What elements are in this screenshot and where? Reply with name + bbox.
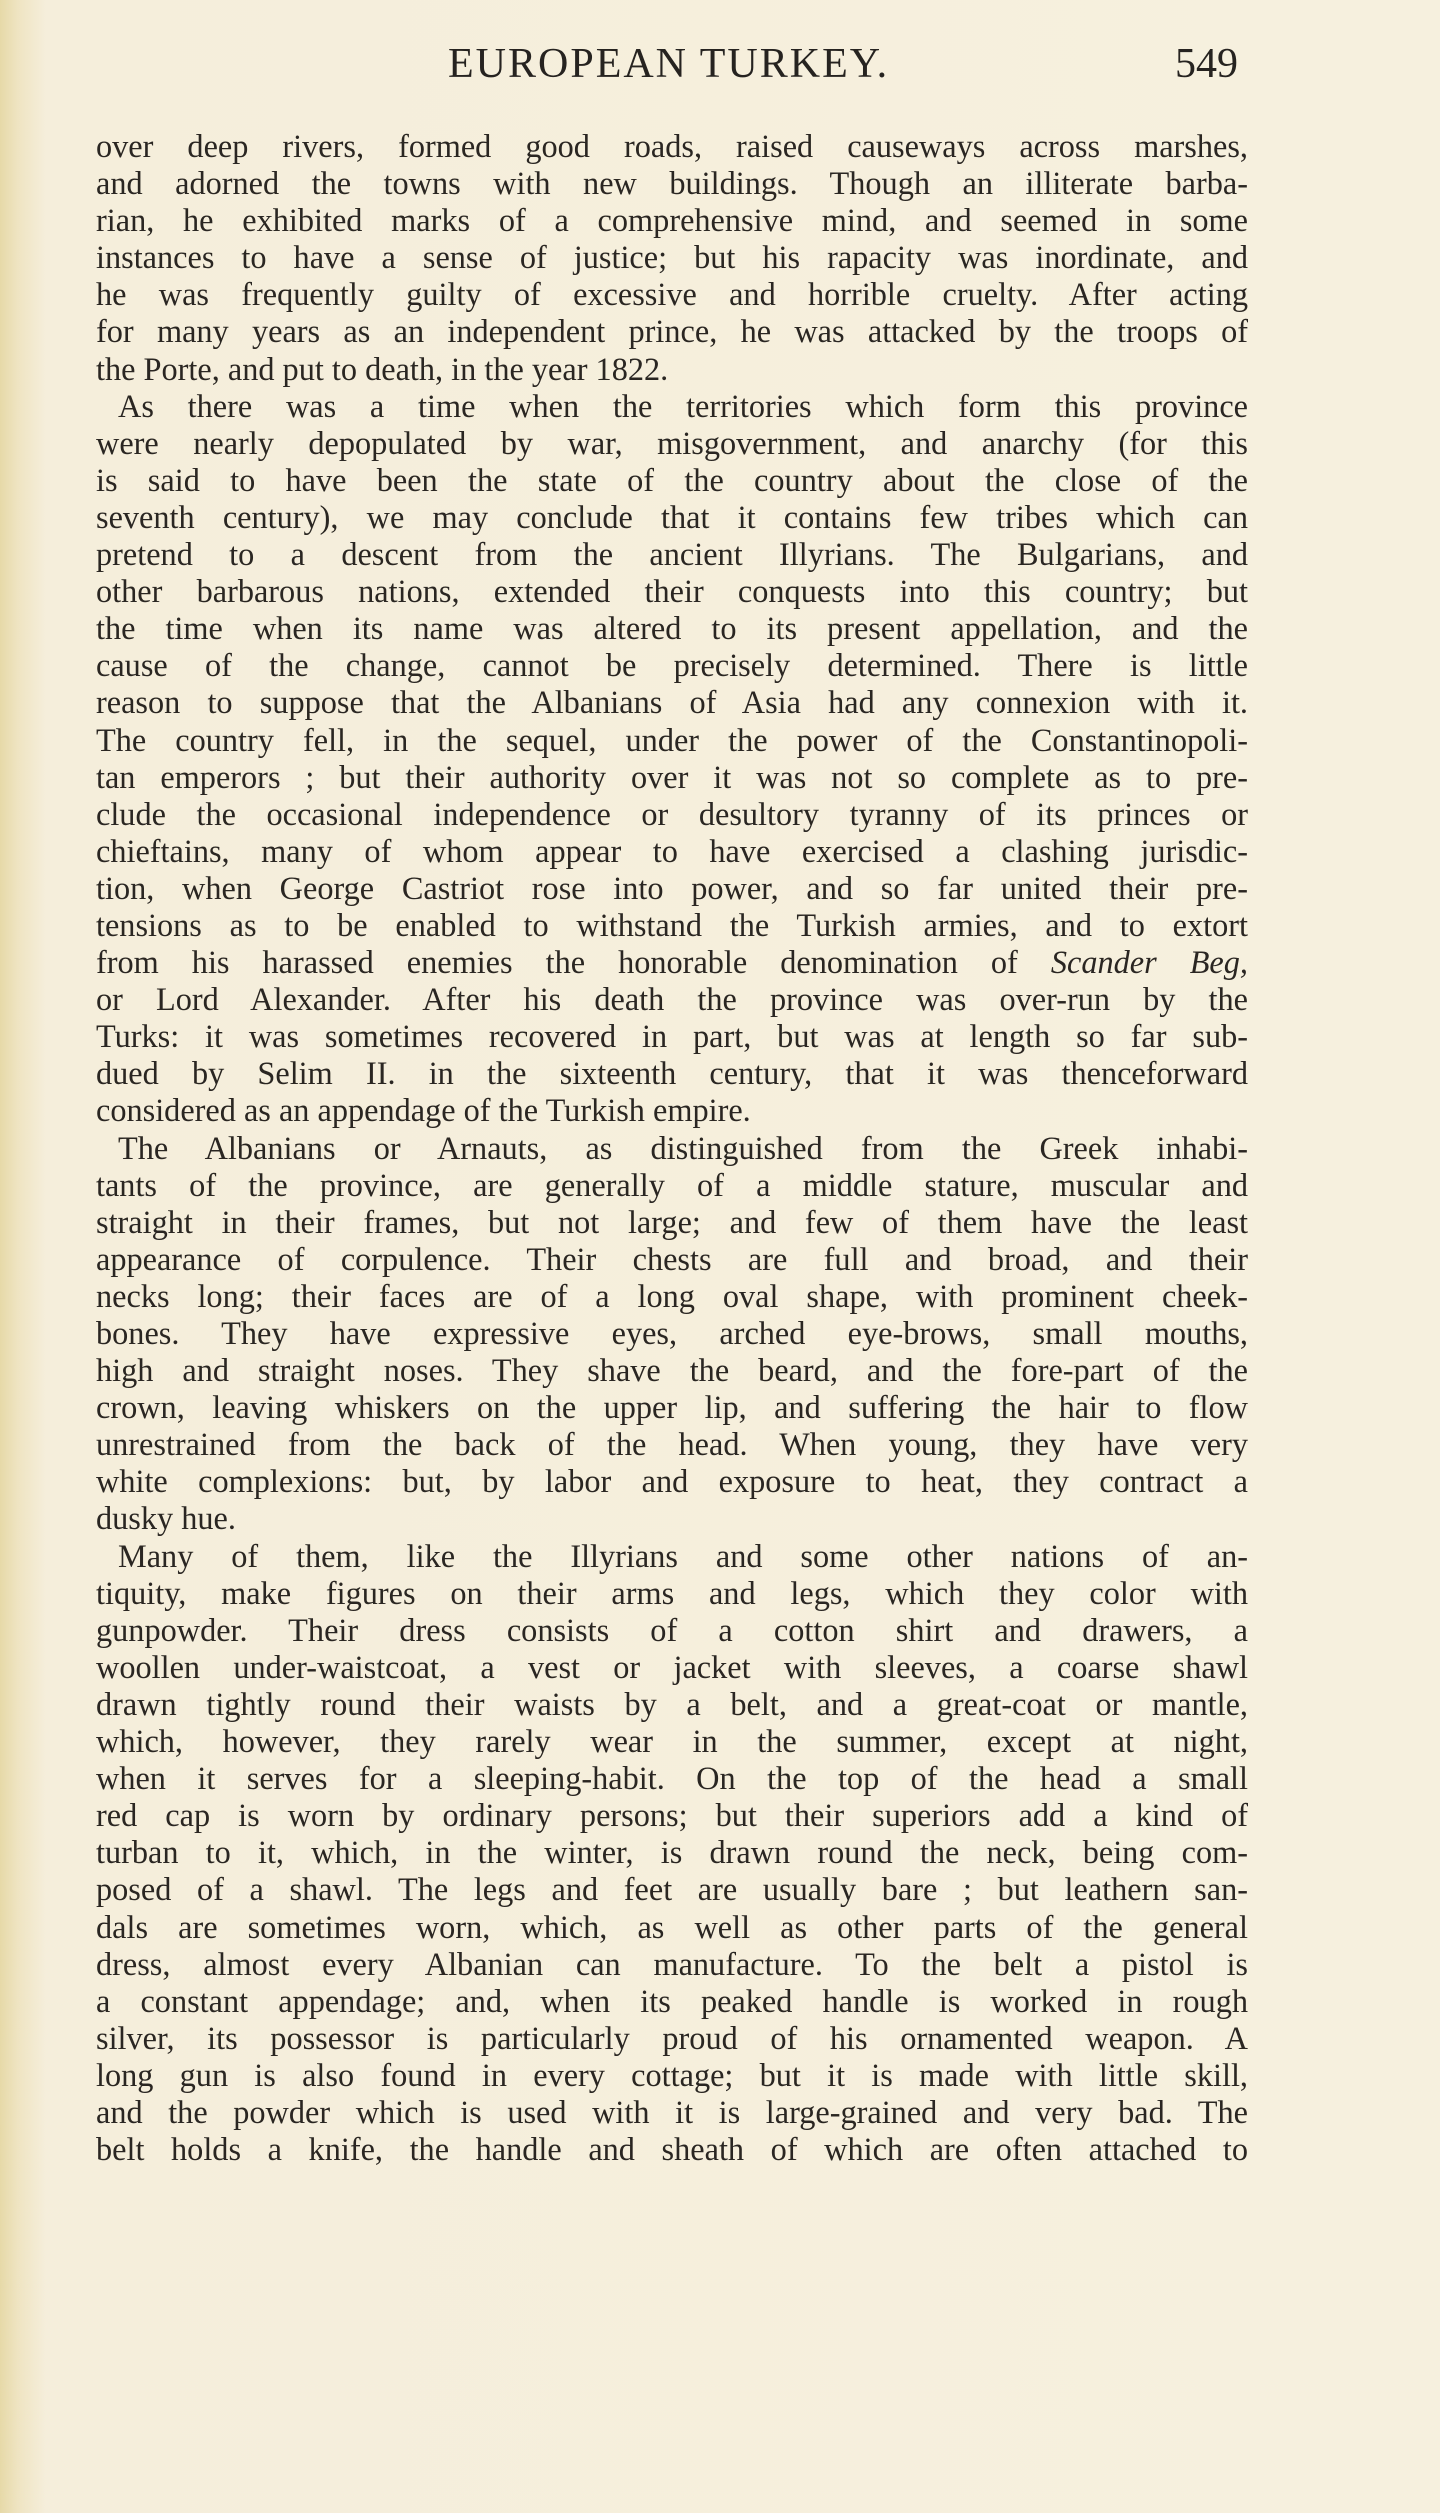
text-line: bones. They have expressive eyes, arched eye-brows, small mouths, <box>96 1315 1248 1351</box>
text-line: pretend to a descent from the ancient Illyrians. The Bulgarians, and <box>96 536 1248 573</box>
text-line: rian, he exhibited marks of a comprehensive mind, and seemed in some <box>96 202 1248 239</box>
text-line: reason to suppose that the Albanians of Asia had any connexion with it. <box>96 684 1248 721</box>
text-line: cause of the change, cannot be precisely determined. There is little <box>96 647 1248 684</box>
text-line: high and straight noses. They shave the beard, and the fore-part of the <box>96 1352 1248 1389</box>
text-line: tion, when George Castriot rose into power, and so far united their pre- <box>96 869 1248 906</box>
text-line: Turks: it was sometimes recovered in part, but was at length so far sub- <box>96 1018 1248 1055</box>
page-number: 549 <box>1175 41 1238 87</box>
text-line <box>96 2168 1248 2205</box>
paragraph-start-line: As there was a time when the territories which form this province <box>118 387 1248 424</box>
text-line: a constant appendage; and, when its peaked handle is worked in rough <box>96 1982 1248 2019</box>
text-line: the Porte, and put to death, in the year 1822. <box>96 350 669 387</box>
text-line: drawn tightly round their waists by a belt, and a great-coat or mantle, <box>96 1685 1248 1722</box>
text-line: long gun is also found in every cottage; but it is made with little skill, <box>96 2056 1248 2093</box>
text-line: chieftains, many of whom appear to have exercised a clashing jurisdic- <box>96 832 1248 869</box>
text-line: the time when its name was altered to its present appellation, and the <box>96 610 1248 647</box>
text-line: clude the occasional independence or desultory tyranny of its princes or <box>96 795 1248 832</box>
text-line: straight in their frames, but not large; and few of them have the least <box>96 1203 1248 1240</box>
text-line: silver, its possessor is particularly proud of his ornamented weapon. A <box>96 2019 1248 2056</box>
text-line: tensions as to be enabled to withstand the Turkish armies, and to extort <box>96 906 1248 943</box>
text-line: white complexions: but, by labor and exposure to heat, they contract a <box>96 1463 1248 1500</box>
text-line: dals are sometimes worn, which, as well as other parts of the general <box>96 1908 1248 1945</box>
text-line: other barbarous nations, extended their conquests into this country; but <box>96 573 1248 610</box>
body-text <box>96 128 1248 2205</box>
italic-name: Scander Beg, <box>1050 944 1248 981</box>
text-line: dusky hue. <box>96 1500 236 1537</box>
text-line: gunpowder. Their dress consists of a cotton shirt and drawers, a <box>96 1611 1248 1648</box>
running-title: EUROPEAN TURKEY. <box>448 41 890 87</box>
text-line: The country fell, in the sequel, under the power of the Constantinopoli- <box>96 721 1248 758</box>
text-line: is said to have been the state of the country about the close of the <box>96 461 1248 498</box>
text-line: over deep rivers, formed good roads, raised causeways across marshes, <box>96 128 1248 164</box>
paragraph-start-line: Many of them, like the Illyrians and some other nations of an- <box>118 1537 1248 1574</box>
text-line: and the powder which is used with it is large-grained and very bad. The <box>96 2093 1248 2130</box>
text-line: seventh century), we may conclude that it contains few tribes which can <box>96 498 1248 535</box>
text-line: for many years as an independent prince, he was attacked by the troops of <box>96 313 1248 350</box>
text-line: crown, leaving whiskers on the upper lip, and suffering the hair to flow <box>96 1389 1248 1426</box>
text-line: or Lord Alexander. After his death the province was over-run by the <box>96 981 1248 1018</box>
text-line: belt holds a knife, the handle and sheath of which are often attached to <box>96 2131 1248 2168</box>
text-line: instances to have a sense of justice; but his rapacity was inordinate, and <box>96 239 1248 276</box>
text-line: posed of a shawl. The legs and feet are usually bare ; but leathern san- <box>96 1871 1248 1908</box>
text-segment: from his harassed enemies the honorable denomination of <box>96 944 1018 981</box>
text-line: tiquity, make figures on their arms and legs, which they color with <box>96 1574 1248 1611</box>
text-line: and adorned the towns with new buildings. Though an illiterate barba- <box>96 165 1248 202</box>
text-line: dued by Selim II. in the sixteenth century, that it was thenceforward <box>96 1055 1248 1092</box>
text-line: considered as an appendage of the Turkish empire. <box>96 1092 751 1129</box>
text-line: dress, almost every Albanian can manufacture. To the belt a pistol is <box>96 1945 1248 1982</box>
paragraph-start-line: The Albanians or Arnauts, as distinguished from the Greek inhabi- <box>118 1129 1248 1166</box>
text-line: unrestrained from the back of the head. When young, they have very <box>96 1426 1248 1463</box>
text-line: necks long; their faces are of a long oval shape, with prominent cheek- <box>96 1277 1248 1314</box>
text-line: which, however, they rarely wear in the summer, except at night, <box>96 1723 1248 1760</box>
text-line: when it serves for a sleeping-habit. On the top of the head a small <box>96 1760 1248 1797</box>
text-line-with-italic <box>96 944 1248 981</box>
text-line: tan emperors ; but their authority over it was not so complete as to pre- <box>96 758 1248 795</box>
text-line: turban to it, which, in the winter, is drawn round the neck, being com- <box>96 1834 1248 1871</box>
text-line: appearance of corpulence. Their chests are full and broad, and their <box>96 1240 1248 1277</box>
text-line: were nearly depopulated by war, misgovernment, and anarchy (for this <box>96 424 1248 461</box>
text-line: tants of the province, are generally of a middle stature, muscular and <box>96 1166 1248 1203</box>
text-line: he was frequently guilty of excessive and horrible cruelty. After acting <box>96 276 1248 313</box>
text-line: woollen under-waistcoat, a vest or jacket with sleeves, a coarse shawl <box>96 1648 1248 1685</box>
page-header <box>0 40 1440 100</box>
text-line: red cap is worn by ordinary persons; but their superiors add a kind of <box>96 1797 1248 1834</box>
